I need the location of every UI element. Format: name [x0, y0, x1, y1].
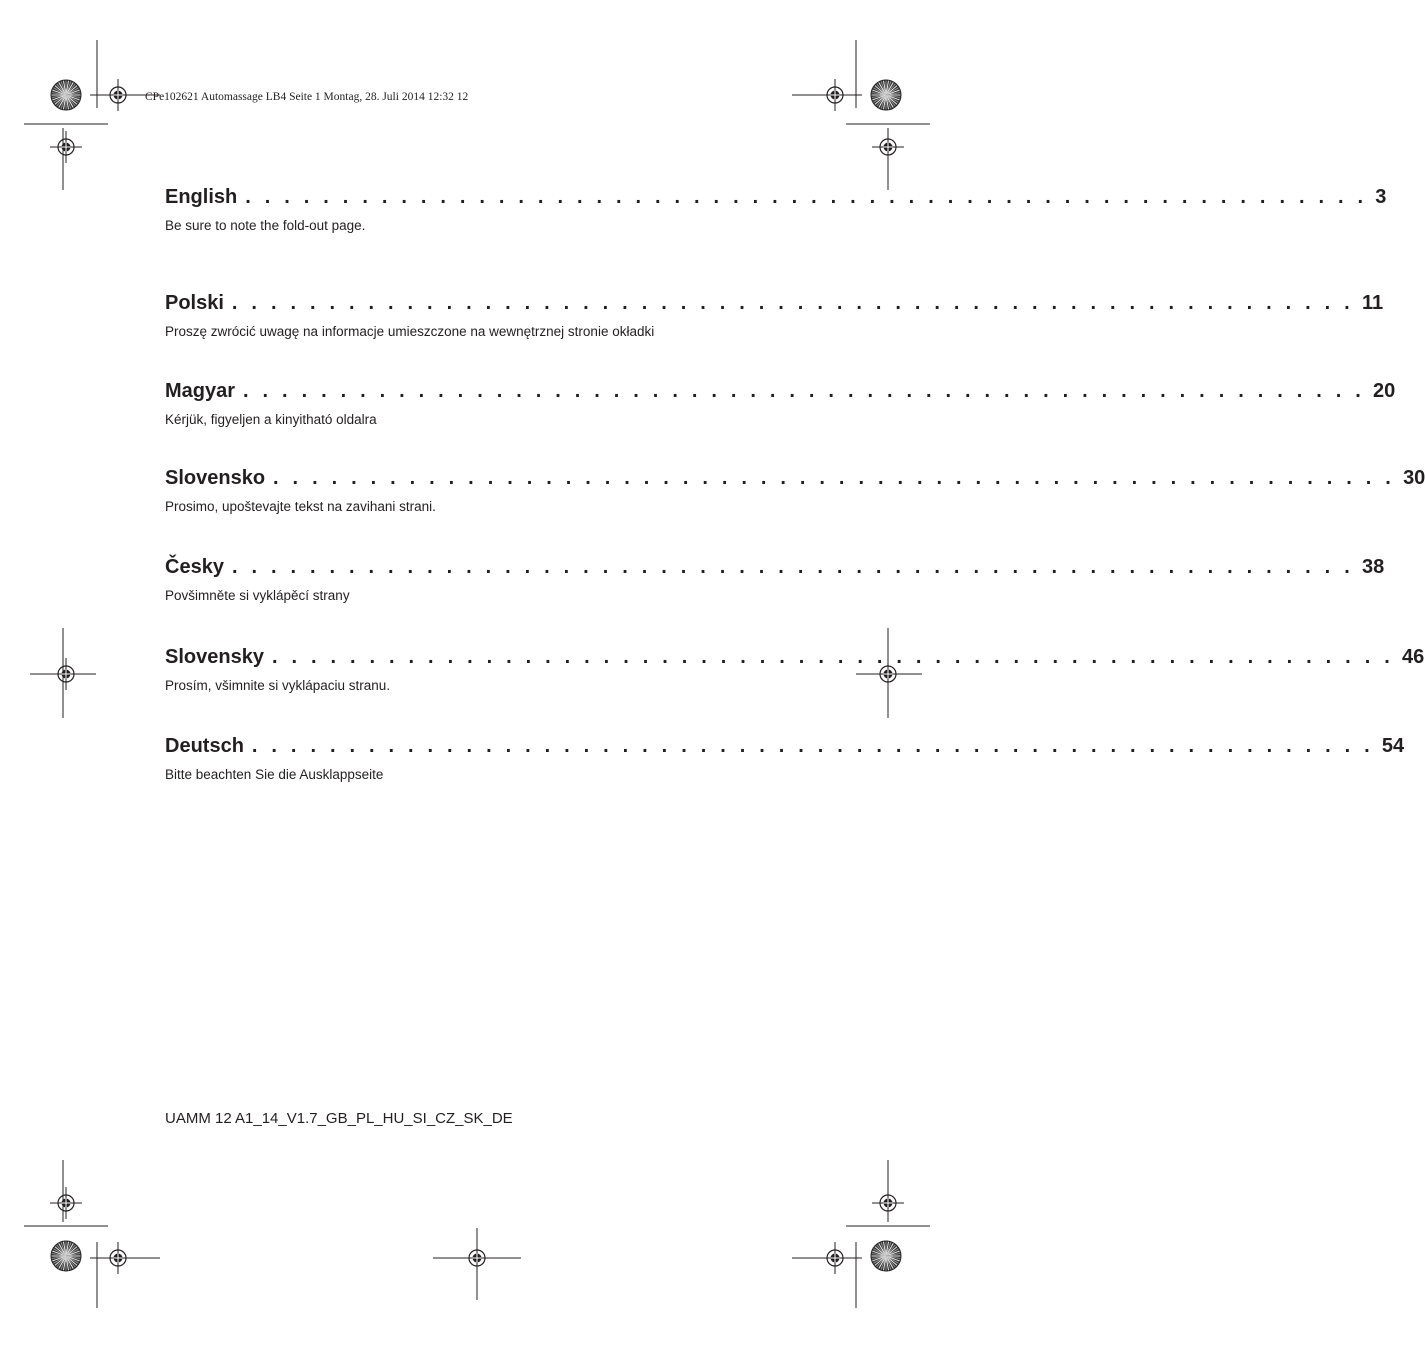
toc-page-number: 30 — [1403, 467, 1425, 489]
toc-page-number: 11 — [1361, 292, 1384, 314]
toc-entry-magyar[interactable] — [165, 380, 1396, 427]
toc-page-number: 46 — [1401, 646, 1425, 668]
registration-mark — [461, 1242, 493, 1274]
toc-leader-dots: . . . . . . . . . . . . . . . . . . . . . . . . . . . . . . . . . . . . . . . . . . . . . . . . . . . . . . . . . . — [231, 292, 1354, 314]
toc-note: Povšimněte si vyklápěcí strany — [165, 588, 350, 603]
starburst-mark — [871, 80, 901, 110]
starburst-mark — [871, 1241, 901, 1271]
registration-mark — [50, 658, 82, 690]
registration-mark — [50, 131, 82, 163]
toc-entry-english[interactable] — [165, 186, 1387, 233]
toc-language: Deutsch — [165, 735, 244, 757]
toc-leader-dots: . . . . . . . . . . . . . . . . . . . . . . . . . . . . . . . . . . . . . . . . . . . . . . . . . . . . . . . . . . — [251, 735, 1374, 757]
toc-entry-slovensko[interactable] — [165, 467, 1425, 514]
toc-leader-dots: . . . . . . . . . . . . . . . . . . . . . . . . . . . . . . . . . . . . . . . . . . . . . . . . . . . . . . . . . . — [243, 380, 1366, 402]
toc-leader-dots: . . . . . . . . . . . . . . . . . . . . . . . . . . . . . . . . . . . . . . . . . . . . . . . . . . . . . . . . . . — [271, 646, 1394, 668]
toc-language: Slovensky — [165, 646, 264, 668]
toc-language: Česky — [165, 556, 224, 578]
toc-language: Magyar — [165, 380, 236, 402]
toc-page-number: 20 — [1373, 380, 1396, 402]
toc-note: Be sure to note the fold-out page. — [165, 218, 366, 233]
toc-note: Bitte beachten Sie die Ausklappseite — [165, 767, 384, 782]
document-code: UAMM 12 A1_14_V1.7_GB_PL_HU_SI_CZ_SK_DE — [165, 1110, 513, 1127]
registration-mark — [102, 79, 134, 111]
toc-leader-dots: . . . . . . . . . . . . . . . . . . . . . . . . . . . . . . . . . . . . . . . . . . . . . . . . . . . . . . . . . . — [231, 556, 1354, 578]
toc-note: Proszę zwrócić uwagę na informacje umieszczone na wewnętrznej stronie okładki — [165, 324, 655, 339]
starburst-mark — [51, 80, 81, 110]
toc-leader-dots: . . . . . . . . . . . . . . . . . . . . . . . . . . . . . . . . . . . . . . . . . . . . . . . . . . . . . . . . . . — [245, 186, 1368, 208]
registration-mark — [50, 1187, 82, 1219]
starburst-mark — [51, 1241, 81, 1271]
toc-note: Prosimo, upoštevajte tekst na zavihani strani. — [165, 499, 436, 514]
toc-language: English — [165, 186, 238, 208]
registration-mark — [819, 1242, 851, 1274]
toc-entry-slovensky[interactable] — [165, 646, 1425, 693]
toc-note: Kérjük, figyeljen a kinyitható oldalra — [165, 412, 377, 427]
toc-page-number: 38 — [1361, 556, 1385, 578]
registration-mark — [819, 79, 851, 111]
toc-page-number: 3 — [1375, 186, 1387, 208]
registration-mark — [872, 1187, 904, 1219]
toc-leader-dots: . . . . . . . . . . . . . . . . . . . . . . . . . . . . . . . . . . . . . . . . . . . . . . . . . . . . . . . . . . — [273, 467, 1396, 489]
toc-language: Slovensko — [165, 467, 266, 489]
toc-note: Prosím, všimnite si vyklápaciu stranu. — [165, 678, 391, 693]
toc-language: Polski — [165, 292, 224, 314]
registration-mark — [102, 1242, 134, 1274]
toc-entry-deutsch[interactable] — [165, 735, 1405, 782]
toc-page-number: 54 — [1381, 735, 1405, 757]
toc-entry-polski[interactable] — [165, 292, 1384, 339]
toc-entry-cesky[interactable] — [165, 556, 1385, 603]
registration-mark — [872, 131, 904, 163]
print-slug-line: CPe102621 Automassage LB4 Seite 1 Montag, 28. Juli 2014 12:32 12 — [145, 91, 469, 103]
